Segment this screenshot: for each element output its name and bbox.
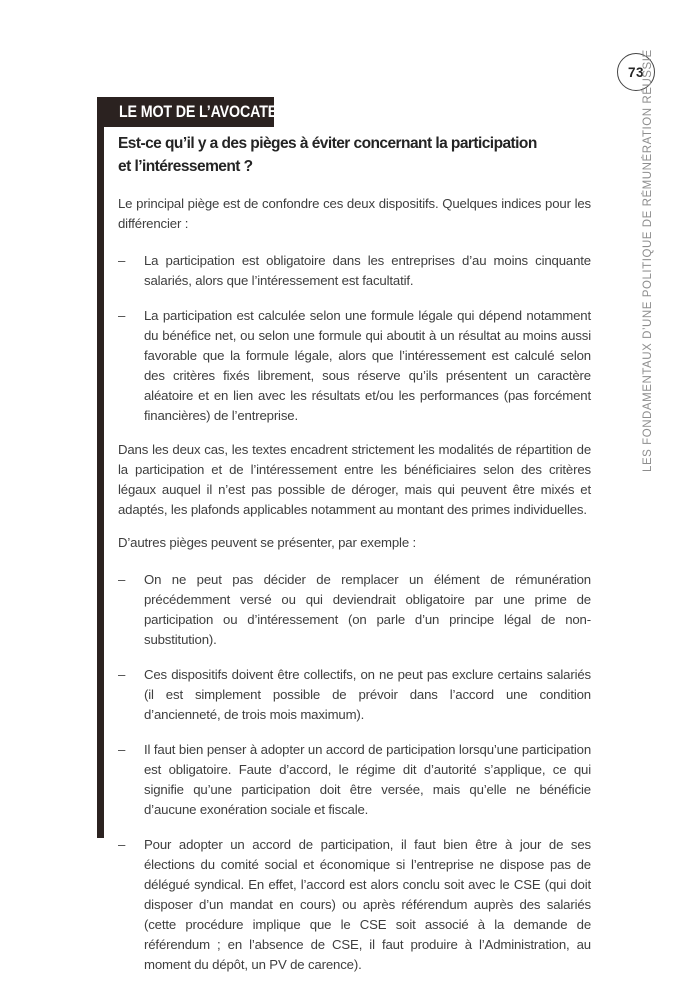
dash-marker: – bbox=[118, 837, 126, 852]
article-title-line-1: Est-ce qu’il y a des pièges à éviter concernant la participation bbox=[118, 135, 537, 152]
list-item-text: La participation est calculée selon une formule légale qui dépend notamment du bénéfice net, ou selon une formule qui aboutit à un résultat au moins aussi favorable que la formule légale, alors que l’intéressement est calculé selon des critères fixés librement, sous réserve qu’ils présentent un caractère aléatoire et en lien avec les résultats et/ou les performances (pas forcément financières) de l’entreprise. bbox=[144, 308, 591, 423]
examples-lead-paragraph: D’autres pièges peuvent se présenter, par exemple : bbox=[118, 535, 417, 550]
list-item bbox=[118, 665, 591, 725]
section-banner-label: LE MOT DE L’AVOCATE bbox=[119, 102, 278, 121]
section-banner bbox=[97, 97, 278, 127]
bullet-list-differences bbox=[118, 251, 591, 426]
dash-marker: – bbox=[118, 572, 126, 587]
page-number: 73 bbox=[627, 64, 645, 80]
list-item-text: Ces dispositifs doivent être collectifs, on ne peut pas exclure certains salariés (il est simplement possible de prévoir dans l’accord une condition d’ancienneté, de trois mois maximum). bbox=[144, 667, 591, 722]
list-item-text: Pour adopter un accord de participation, il faut bien être à jour de ses élections du comité social et économique si l’entreprise ne dispose pas de délégué syndical. En effet, l’accord est alors conclu soit avec le CSE (qui doit disposer d’un mandat en cours) ou après référendum auprès des salariés (cette procédure implique que le CSE soit associé à la demande de référendum ; en l’absence de CSE, il faut produire à l’Administration, au moment du dépôt, un PV de carence). bbox=[144, 837, 591, 972]
dash-marker: – bbox=[118, 742, 126, 757]
list-item bbox=[118, 740, 591, 820]
article-title-line-2: et l’intéressement ? bbox=[118, 158, 253, 175]
list-item bbox=[118, 251, 591, 291]
intro-paragraph: Le principal piège est de confondre ces deux dispositifs. Quelques indices pour les différencier : bbox=[118, 196, 591, 231]
dash-marker: – bbox=[118, 253, 126, 268]
list-item-text: La participation est obligatoire dans les entreprises d’au moins cinquante salariés, alors que l’intéressement est facultatif. bbox=[144, 253, 591, 288]
list-item bbox=[118, 835, 591, 975]
article-title bbox=[118, 132, 591, 178]
list-item-text: Il faut bien penser à adopter un accord de participation lorsqu’une participation est obligatoire. Faute d’accord, le régime dit d’autorité s’applique, ce qui signifie qu’une participation doit être versée, mais qu’elle ne bénéficie d’aucune exonération sociale et fiscale. bbox=[144, 742, 591, 817]
middle-paragraph: Dans les deux cas, les textes encadrent strictement les modalités de répartition de la participation et de l’intéressement entre les bénéficiaires selon des critères légaux auquel il n’est pas possible de déroger, mais qui peuvent être mixés et adaptés, les plafonds applicables notamment au montant des primes individuelles. bbox=[118, 442, 591, 517]
bullet-list-pitfalls bbox=[118, 570, 591, 975]
list-item bbox=[118, 306, 591, 426]
list-item-text: On ne peut pas décider de remplacer un élément de rémunération précédemment versé ou qui deviendrait obligatoire par une prime de participation ou d’intéressement (on parle d’un principe légal de non-substitution). bbox=[144, 572, 591, 647]
left-accent-bar bbox=[97, 97, 104, 838]
dash-marker: – bbox=[118, 308, 126, 323]
chapter-vertical-title: LES FONDAMENTAUX D’UNE POLITIQUE DE RÉMUNÉRATION RÉUSSIE bbox=[642, 49, 654, 472]
list-item bbox=[118, 570, 591, 650]
dash-marker: – bbox=[118, 667, 126, 682]
article-content bbox=[118, 132, 591, 989]
